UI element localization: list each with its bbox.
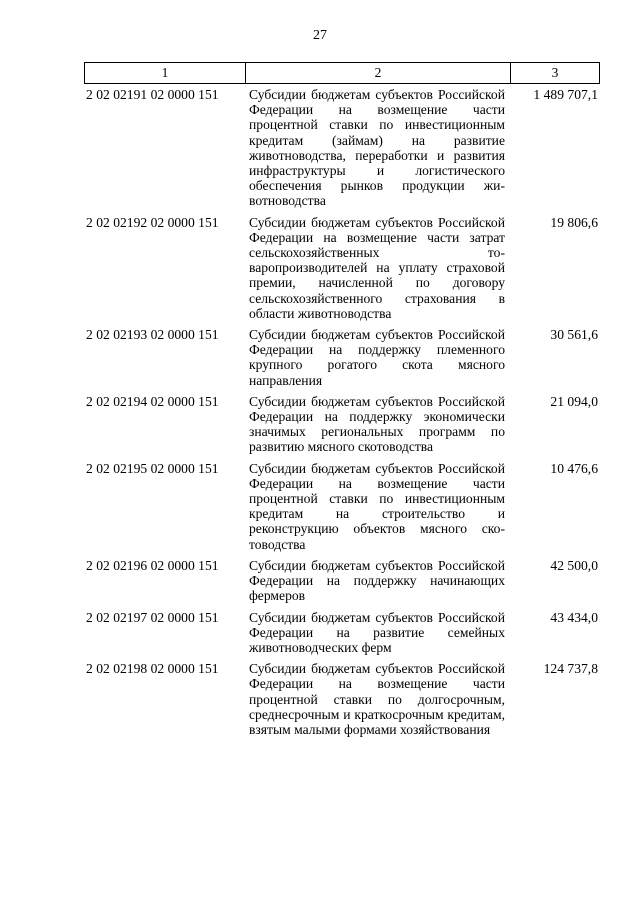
row-description: Субсидии бюджетам субъектов Российской Федерации на развитие семейных животноводческих ферм [249,609,505,655]
row-amount: 1 489 707,1 [533,87,598,102]
row-description: Субсидии бюджетам субъектов Российской Федерации на поддержку экономически значимых региональных программ по развитию мясного скотоводства [249,393,505,455]
row-code: 2 02 02194 02 0000 151 [86,393,219,409]
table-row [86,327,600,388]
row-description: Субсидии бюджетам субъектов Российской Федерации на возмещение части процентной ставки по инвестиционным кредитам на строительство и реконструкцию объектов мясного скотоводства [249,460,505,552]
row-code: 2 02 02195 02 0000 151 [86,460,219,476]
row-amount: 21 094,0 [550,393,598,409]
row-amount: 10 476,6 [550,460,598,476]
table-row [86,558,600,604]
row-code: 2 02 02197 02 0000 151 [86,609,219,625]
row-amount: 124 737,8 [543,661,598,677]
row-description: Субсидии бюджетам субъектов Российской Федерации на поддержку племенного крупного рогатого скота мясного направления [249,327,505,388]
row-code: 2 02 02196 02 0000 151 [86,557,219,573]
row-description: Субсидии бюджетам субъектов Российской Федерации на возмещение части затрат сельскохозяйственных товаропроизводителей на уплату страховой премии, начисленной по договору сельскохозяйственного страхования в области животноводства [249,214,505,321]
header-col-3: 3 [551,65,559,80]
row-amount: 30 561,6 [550,327,598,343]
table-row [86,215,600,321]
row-description: Субсидии бюджетам субъектов Российской Федерации на возмещение части процентной ставки по долгосрочным, среднесрочным и краткосрочным кредитам, взятым малыми формами хозяйствования [249,661,505,737]
table-row [86,394,600,455]
row-code: 2 02 02192 02 0000 151 [86,214,219,230]
page-number: 27 [313,28,327,43]
table-body [86,87,600,743]
row-amount: 43 434,0 [550,609,598,625]
table-row [86,461,600,552]
row-description: Субсидии бюджетам субъектов Российской Федерации на поддержку начинающих фермеров [249,557,505,604]
table-row [86,87,600,209]
row-code: 2 02 02193 02 0000 151 [86,327,219,343]
row-code: 2 02 02191 02 0000 151 [86,87,219,102]
row-code: 2 02 02198 02 0000 151 [86,661,219,677]
row-amount: 19 806,6 [550,214,598,230]
table-row [86,661,600,737]
header-col-2: 2 [246,63,511,83]
header-col-1: 1 [85,63,246,83]
row-description: Субсидии бюджетам субъектов Российской Федерации на возмещение части процентной ставки по инвестиционным кредитам (займам) на развитие животноводства, переработки и развития инфраструктуры и логистического обеспечения рынков продукции животноводства [249,87,505,209]
table-row [86,610,600,656]
row-amount: 42 500,0 [550,557,598,573]
table-header [84,62,600,84]
